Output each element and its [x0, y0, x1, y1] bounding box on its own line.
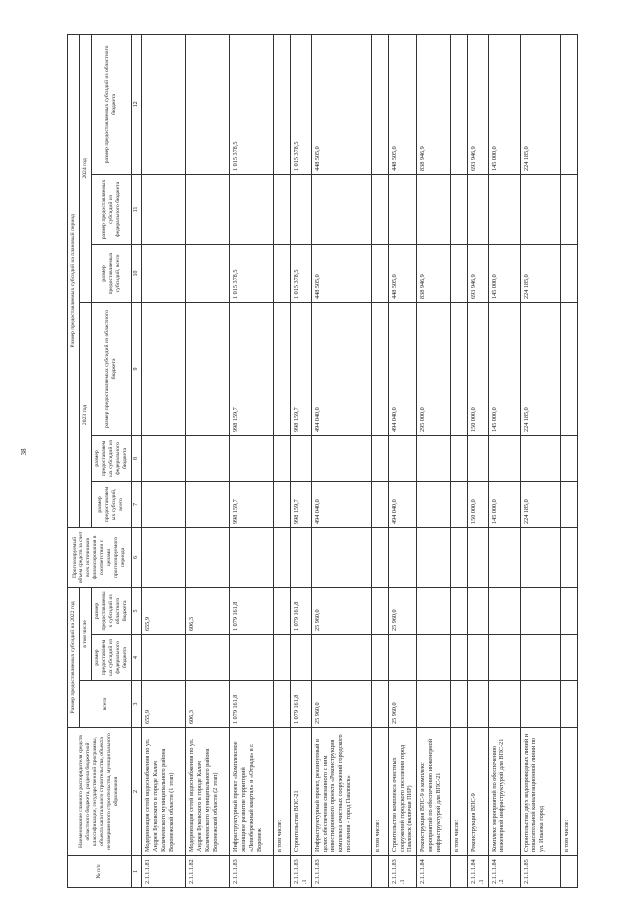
- col-number: 8: [131, 435, 142, 481]
- header-obl-2024: размер предоставляемых субсидий из областного бюджета: [91, 34, 131, 174]
- row-value: 838 946,9: [417, 244, 451, 302]
- col-number: 5: [131, 587, 142, 634]
- row-name: Строительство комплекса очистных сооружений городского поселения город Павловск (включая ПИР): [388, 728, 416, 856]
- rotated-table-container: [67, 35, 597, 888]
- row-value: 494 040,0: [311, 302, 371, 435]
- table-row: [186, 34, 230, 887]
- header-total-2024: размер предоставляемых субсидий, всего: [91, 244, 131, 302]
- row-value: 655,9: [142, 587, 186, 634]
- row-value: 998 159,7: [230, 481, 274, 527]
- row-value: 295 000,0: [417, 302, 451, 435]
- row-name: Реконструкция ВПС-9 и комплекс мероприятий по обеспечению инженерной инфраструктурой для ВПС-21: [417, 728, 451, 856]
- header-forecast: Прогнозируемый объем средств за счет всех источников финансирования в соответствии с ценами прогнозируемого периода: [68, 527, 132, 587]
- row-value: 998 159,7: [291, 481, 312, 527]
- row-value: 145 000,0: [488, 244, 520, 302]
- table-row: [468, 34, 489, 887]
- row-num: 2.1.1.1.83.1: [388, 856, 416, 888]
- col-number: 1: [131, 856, 142, 888]
- row-num: 2.1.1.1.84.2: [488, 856, 520, 888]
- row-value: 1 015 378,5: [291, 244, 312, 302]
- header-obl-2023: размер предоставляемых субсидий из областного бюджета: [91, 302, 131, 435]
- table-row: [230, 34, 274, 887]
- row-value: 448 505,0: [311, 34, 371, 174]
- row-name: Строительство ВПС-21: [291, 728, 312, 856]
- header-year-2023: 2023 год: [79, 302, 91, 527]
- including-label: в том числе:: [274, 728, 291, 856]
- row-num: 2.1.1.1.84: [417, 856, 451, 888]
- row-name: Инфраструктурный проект, реализуемый в целях обеспечения связанного с ним инвестиционного проекта «Реконструкция комплекса очистных сооружений городского поселения - город Павловск»: [311, 728, 371, 856]
- row-value: 693 946,9: [468, 244, 489, 302]
- row-value: 150 000,0: [468, 302, 489, 435]
- including-label: в том числе:: [371, 728, 388, 856]
- header-num: № п/п: [68, 856, 132, 888]
- table-row: [520, 34, 560, 887]
- row-value: 693 946,9: [468, 34, 489, 174]
- row-value: 448 505,0: [388, 244, 416, 302]
- row-value: 25 960,0: [388, 587, 416, 634]
- col-number: 6: [131, 527, 142, 587]
- including-label: в том числе:: [560, 728, 577, 856]
- header-fed-2024: размер предоставляемых субсидий из федерального бюджета: [91, 174, 131, 244]
- row-num: 2.1.1.1.81: [142, 856, 186, 888]
- row-name: Модернизация сетей водоснабжения по ул. Андрея Буковского в городе Калач Калачеевского муниципального района Воронежской области (2 этап): [186, 728, 230, 856]
- row-value: 1 079 161,8: [230, 587, 274, 634]
- table-row: [311, 34, 371, 887]
- row-value: 1 079 161,8: [230, 681, 274, 728]
- header-obl-2022: размер предоставляемых субсидий из областного бюджета: [91, 587, 131, 634]
- row-value: 606,3: [186, 681, 230, 728]
- row-value: 224 185,0: [520, 34, 560, 174]
- table-row: [388, 34, 416, 887]
- row-name: Комплекс мероприятий по обеспечению инженерной инфраструктурой для ВПС-21: [488, 728, 520, 856]
- header-2022: Размер предоставляемых субсидий на 2022 год: [68, 587, 80, 727]
- table-row: [142, 34, 186, 887]
- table-row: [417, 34, 451, 887]
- row-value: 998 159,7: [230, 302, 274, 435]
- col-number: 7: [131, 481, 142, 527]
- row-value: 150 000,0: [468, 481, 489, 527]
- row-value: 494 040,0: [388, 481, 416, 527]
- table-row: [291, 34, 312, 887]
- row-value: 224 185,0: [520, 302, 560, 435]
- row-name: Инфраструктурный проект «Комплексное жилищное развитие территорий «Левобережный квартал» и «Отрада» в г. Воронеж: [230, 728, 274, 856]
- row-value: 655,9: [142, 681, 186, 728]
- row-name: Строительство двух водопроводных линий и повысительной канализационной линии по ул. Ильюка город: [520, 728, 560, 856]
- row-value: 448 505,0: [388, 34, 416, 174]
- row-value: 25 960,0: [388, 681, 416, 728]
- col-number: 11: [131, 174, 142, 244]
- row-value: 145 000,0: [488, 34, 520, 174]
- row-value: 494 040,0: [388, 302, 416, 435]
- row-value: 224 185,0: [520, 481, 560, 527]
- subsidy-table: [67, 34, 578, 888]
- header-total-2023: размер предоставляемых субсидий, всего: [91, 481, 131, 527]
- header-total-2022: всего: [79, 681, 131, 728]
- row-num: 2.1.1.1.83: [230, 856, 274, 888]
- row-value: 838 946,9: [417, 34, 451, 174]
- row-value: 448 505,0: [311, 244, 371, 302]
- row-num: 2.1.1.1.83.1: [291, 856, 312, 888]
- row-value: 145 000,0: [488, 302, 520, 435]
- row-value: 224 185,0: [520, 244, 560, 302]
- page-number: 38: [20, 448, 28, 456]
- row-num: 2.1.1.1.82: [186, 856, 230, 888]
- row-value: 1 015 378,5: [230, 244, 274, 302]
- row-value: 1 079 161,8: [291, 587, 312, 634]
- row-num: 2.1.1.1.85: [520, 856, 560, 888]
- row-value: 1 015 378,5: [291, 34, 312, 174]
- including-label: в том числе:: [451, 728, 468, 856]
- row-value: 1 015 378,5: [230, 34, 274, 174]
- col-number: 12: [131, 34, 142, 174]
- row-value: 606,3: [186, 587, 230, 634]
- header-name: Наименование главного распорядителя средств областного бюджета, раздела бюджетной классификации, государственной программы, объекта капитального строительства, объекта незавершенного строительства, муниципального образования: [68, 728, 132, 856]
- header-plan: Размер предоставляемых субсидий на плановый период: [68, 34, 80, 527]
- row-value: 998 159,7: [291, 302, 312, 435]
- row-num: 2.1.1.1.83: [311, 856, 371, 888]
- table-row: [488, 34, 520, 887]
- row-value: 25 960,0: [311, 587, 371, 634]
- header-fed-2023: размер предоставляемых субсидий из федерального бюджета: [91, 435, 131, 481]
- row-value: 145 000,0: [488, 481, 520, 527]
- row-value: 494 040,0: [311, 481, 371, 527]
- col-number: 4: [131, 635, 142, 681]
- row-name: Реконструкция ВПС-9: [468, 728, 489, 856]
- col-number: 3: [131, 681, 142, 728]
- row-value: 1 079 161,8: [291, 681, 312, 728]
- col-number: 9: [131, 302, 142, 435]
- row-value: 25 960,0: [311, 681, 371, 728]
- row-name: Модернизация сетей водоснабжения по ул. Андрея Буковского в городе Калач Калачеевского муниципального района Воронежской области (1 этап): [142, 728, 186, 856]
- header-year-2024: 2024 год: [79, 34, 91, 302]
- col-number: 2: [131, 728, 142, 856]
- header-fed-2022: размер предоставляемых субсидий из федерального бюджета: [91, 635, 131, 681]
- header-including: в том числе: [79, 587, 91, 680]
- row-num: 2.1.1.1.84.1: [468, 856, 489, 888]
- col-number: 10: [131, 244, 142, 302]
